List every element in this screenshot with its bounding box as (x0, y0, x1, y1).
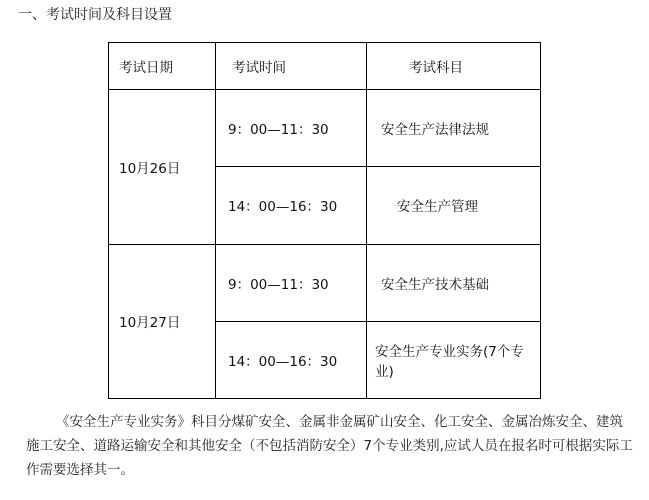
exam-time-cell: 9：00—11：30 (216, 90, 367, 167)
table-row (109, 90, 541, 167)
exam-time-cell: 9：00—11：30 (216, 244, 367, 321)
exam-date-cell: 10月26日 (109, 90, 216, 244)
exam-date-cell: 10月27日 (109, 244, 216, 398)
table-row (109, 244, 541, 321)
header-exam-time: 考试时间 (216, 43, 367, 90)
exam-subject-cell: 安全生产法律法规 (367, 90, 541, 167)
exam-time-cell: 14：00—16：30 (216, 167, 367, 244)
exam-subject-cell: 安全生产管理 (367, 167, 541, 244)
exam-subject-cell: 安全生产技术基础 (367, 244, 541, 321)
exam-subject-cell: 安全生产专业实务(7个专业) (367, 321, 541, 398)
section-title: 一、考试时间及科目设置 (18, 7, 172, 23)
exam-schedule-table (108, 42, 541, 399)
exam-time-cell: 14：00—16：30 (216, 321, 367, 398)
note-paragraph: 《安全生产专业实务》科目分煤矿安全、金属非金属矿山安全、化工安全、金属冶炼安全、建筑施工安全、道路运输安全和其他安全（不包括消防安全）7个专业类别,应试人员在报名时可根据实际工作需要选择其一。 (26, 414, 633, 478)
header-exam-subject: 考试科目 (367, 43, 541, 90)
header-exam-date: 考试日期 (109, 43, 216, 90)
table-header-row (109, 43, 541, 90)
